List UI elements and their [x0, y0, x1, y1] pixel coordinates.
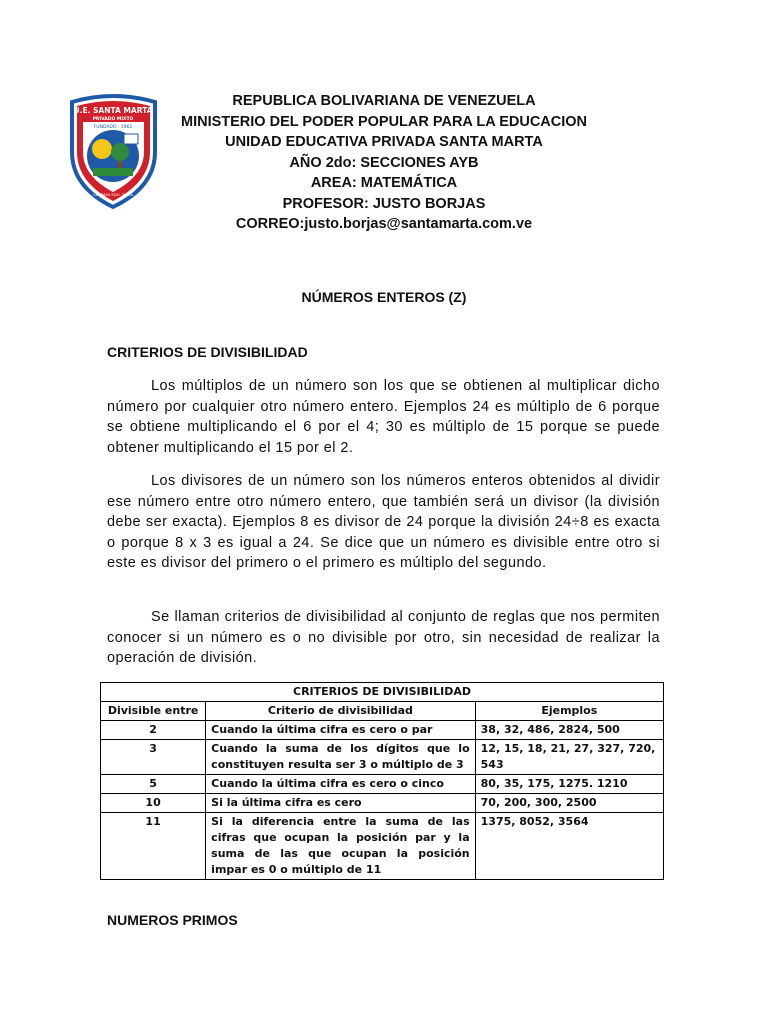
- examples-cell: 1375, 8052, 3564: [475, 813, 663, 880]
- header-line-teacher: PROFESOR: JUSTO BORJAS: [282, 195, 486, 212]
- crest-founded-text: FUNDADO : 1962: [93, 125, 133, 130]
- table-title-row: [101, 683, 664, 702]
- criterion-cell: Si la diferencia entre la suma de las cifras que ocupan la posición par y la suma de las que ocupan la posición impar es 0 o múltiplo de 11: [206, 813, 475, 880]
- section-heading-primes: NUMEROS PRIMOS: [107, 912, 238, 928]
- divisor-cell: 11: [101, 813, 206, 880]
- column-header-divisible: Divisible entre: [101, 702, 206, 721]
- paragraph-criteria: Se llaman criterios de divisibilidad al conjunto de reglas que nos permiten conocer si un número es o no divisible por otro, sin necesidad de realizar la operación de división.: [107, 609, 660, 666]
- divisor-cell: 2: [101, 721, 206, 740]
- divisor-cell: 10: [101, 794, 206, 813]
- table-row: [101, 775, 664, 794]
- header-line-area: AREA: MATEMÁTICA: [310, 175, 458, 191]
- header-line-email: CORREO:justo.borjas@santamarta.com.ve: [235, 216, 533, 232]
- table-row: [101, 721, 664, 740]
- paragraph-divisors: Los divisores de un número son los números enteros obtenidos al dividir ese número entre otro número entero, que también será un divisor (la división debe ser exacta). Ejemplos 8 es divisor de 24 porque la división 24÷8 es exacta o porque 8 x 3 es igual a 24. Se dice que un número es divisible entre otro si este es divisor del primero o el primero es múltiplo del segundo.: [107, 473, 660, 571]
- table-row: [101, 813, 664, 880]
- paragraph-multiples: Los múltiplos de un número son los que se obtienen al multiplicar dicho número por cualquier otro número entero. Ejemplos 24 es múltiplo de 6 porque se obtiene multiplicando el 6 por el 4; 30 es múltiplo de 15 porque se puede obtener multiplicando el 15 por el 2.: [107, 378, 660, 456]
- criterion-cell: Cuando la última cifra es cero o cinco: [206, 775, 475, 794]
- divisibility-table: [100, 682, 664, 880]
- document-title: NÚMEROS ENTEROS (Z): [301, 289, 467, 305]
- section-heading-divisibility: CRITERIOS DE DIVISIBILIDAD: [107, 344, 308, 360]
- examples-cell: 70, 200, 300, 2500: [475, 794, 663, 813]
- table-header-row: [101, 702, 664, 721]
- criterion-cell: Cuando la última cifra es cero o par: [206, 721, 475, 740]
- examples-cell: 38, 32, 486, 2824, 500: [475, 721, 663, 740]
- school-crest-logo: [66, 92, 161, 210]
- header-line-republic: REPUBLICA BOLIVARIANA DE VENEZUELA: [232, 93, 536, 109]
- table-row: [101, 740, 664, 775]
- header-line-school: UNIDAD EDUCATIVA PRIVADA SANTA MARTA: [225, 134, 543, 150]
- column-header-criterion: Criterio de divisibilidad: [206, 702, 475, 721]
- examples-cell: 12, 15, 18, 21, 27, 327, 720, 543: [475, 740, 663, 775]
- divisor-cell: 3: [101, 740, 206, 775]
- criterion-cell: Cuando la suma de los dígitos que lo constituyen resulta ser 3 o múltiplo de 3: [206, 740, 475, 775]
- header-line-year: AÑO 2do: SECCIONES AYB: [289, 154, 479, 171]
- crest-bottom-text: CABIMAS EDO. ZULIA: [92, 192, 134, 197]
- header-line-ministry: MINISTERIO DEL PODER POPULAR PARA LA EDUCACION: [180, 113, 588, 130]
- column-header-examples: Ejemplos: [475, 702, 663, 721]
- table-row: [101, 794, 664, 813]
- crest-sub-text: PRIVADO MIXTO: [92, 117, 134, 122]
- crest-top-text: U.E. SANTA MARTA: [73, 106, 153, 115]
- criterion-cell: Si la última cifra es cero: [206, 794, 475, 813]
- table-title: CRITERIOS DE DIVISIBILIDAD: [101, 683, 664, 702]
- document-header: [160, 91, 608, 235]
- divisor-cell: 5: [101, 775, 206, 794]
- examples-cell: 80, 35, 175, 1275. 1210: [475, 775, 663, 794]
